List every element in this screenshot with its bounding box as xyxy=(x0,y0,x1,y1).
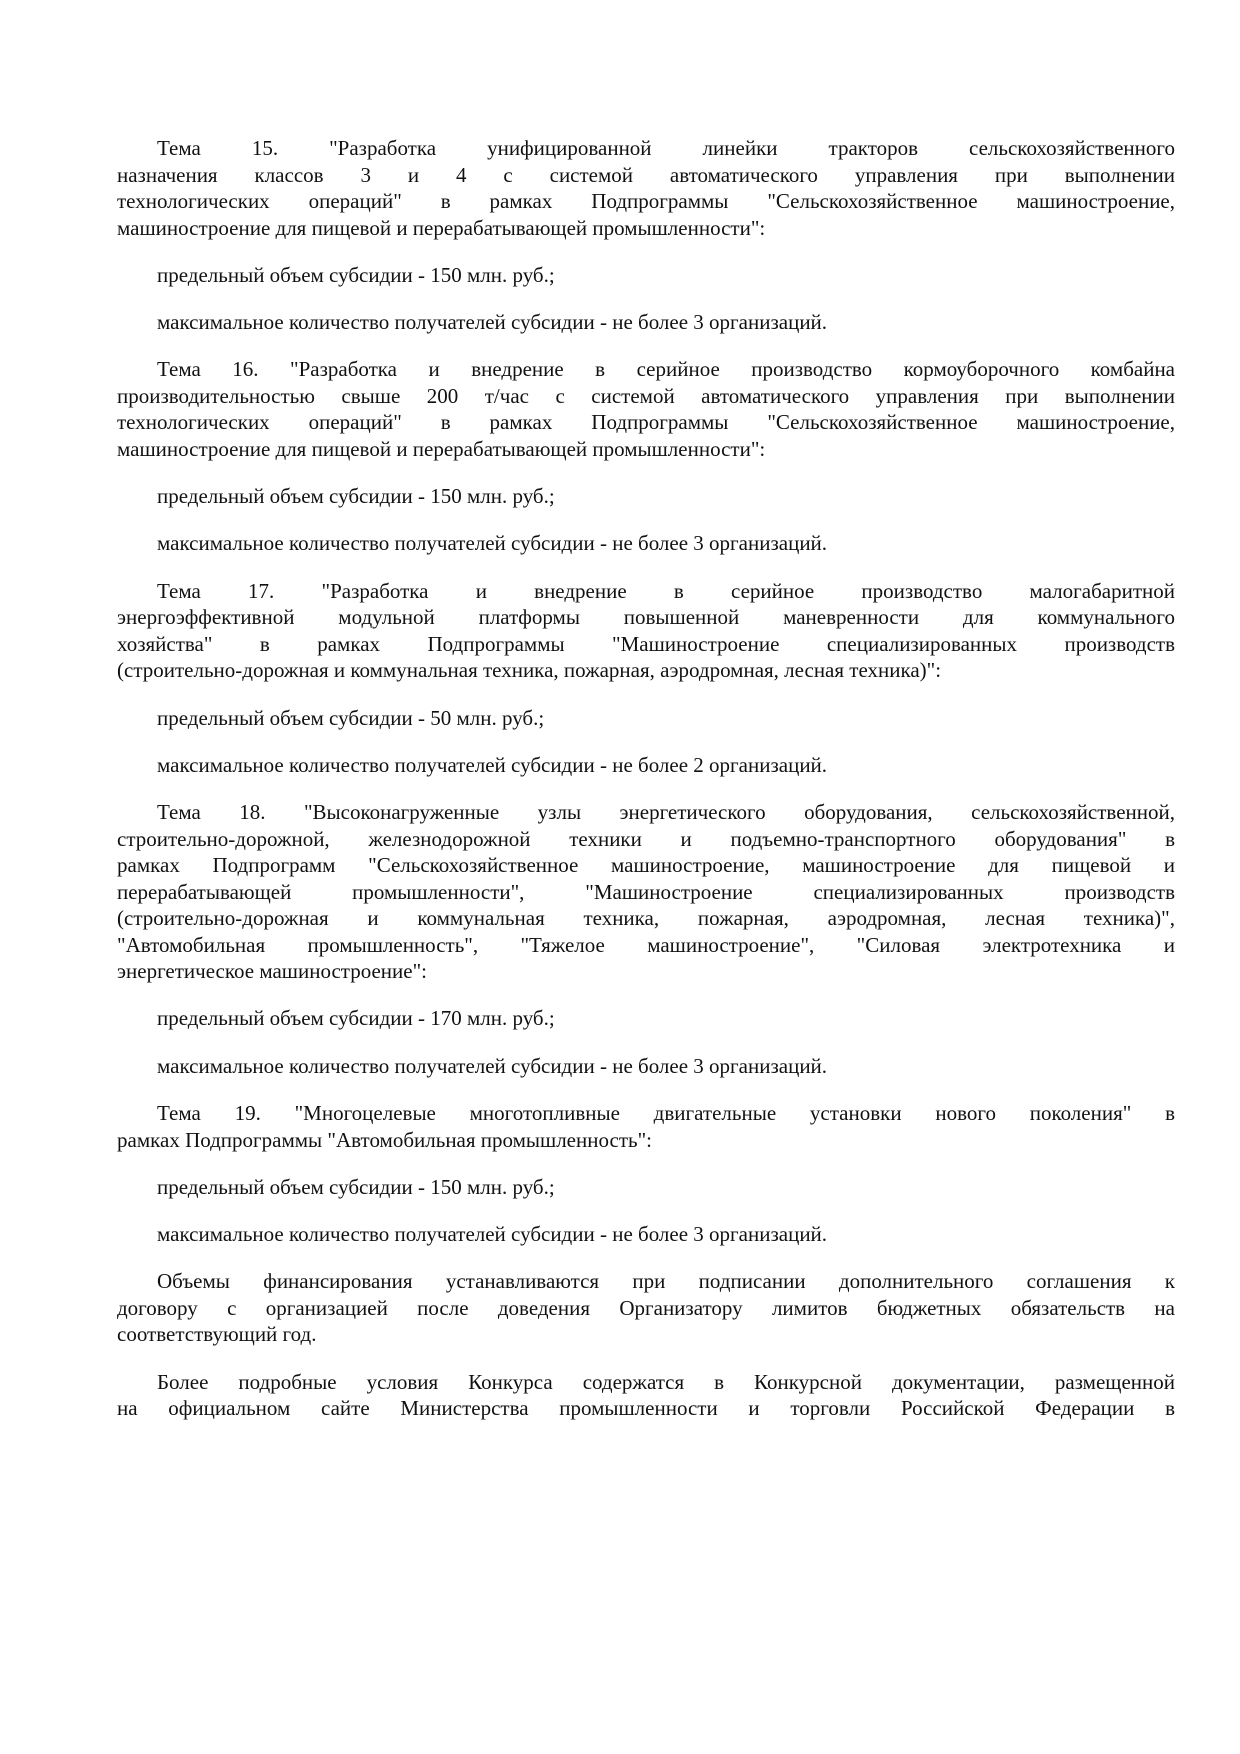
text-line: машиностроение для пищевой и перерабатывающей промышленности": xyxy=(117,436,766,461)
text-line: предельный объем субсидии - 50 млн. руб.; xyxy=(157,705,545,730)
paragraph xyxy=(117,1174,1175,1201)
text-line: максимальное количество получателей субсидии - не более 3 организаций. xyxy=(157,310,828,335)
text-line: Тема 16. "Разработка и внедрение в серийное производство кормоуборочного комбайна xyxy=(157,357,1175,382)
text-line: предельный объем субсидии - 150 млн. руб.; xyxy=(157,262,555,287)
paragraph xyxy=(117,578,1175,684)
text-line: технологических операций" в рамках Подпрограммы "Сельскохозяйственное машиностроение, xyxy=(117,189,1175,213)
text-line: хозяйства" в рамках Подпрограммы "Машиностроение специализированных производств xyxy=(117,631,1175,656)
paragraph xyxy=(117,262,1175,289)
paragraph xyxy=(117,799,1175,985)
paragraph xyxy=(117,1053,1175,1080)
text-line: предельный объем субсидии - 150 млн. руб.; xyxy=(157,1174,555,1199)
paragraph xyxy=(117,1268,1175,1348)
text-line: Тема 17. "Разработка и внедрение в серийное производство малогабаритной xyxy=(157,578,1175,603)
paragraph xyxy=(117,1369,1175,1422)
text-line: максимальное количество получателей субсидии - не более 3 организаций. xyxy=(157,1222,828,1247)
paragraph xyxy=(117,1005,1175,1032)
paragraph xyxy=(117,1100,1175,1153)
text-line: Объемы финансирования устанавливаются при подписании дополнительного соглашения к xyxy=(157,1269,1175,1294)
text-line: энергетическое машиностроение": xyxy=(117,959,428,984)
paragraph xyxy=(117,530,1175,557)
text-line: на официальном сайте Министерства промышленности и торговли Российской Федерации в xyxy=(117,1396,1175,1421)
paragraph xyxy=(117,705,1175,732)
text-line: "Автомобильная промышленность", "Тяжелое машиностроение", "Силовая электротехника и xyxy=(117,932,1175,957)
text-line: предельный объем субсидии - 150 млн. руб.; xyxy=(157,484,555,509)
text-line: максимальное количество получателей субсидии - не более 3 организаций. xyxy=(157,531,828,556)
text-line: энергоэффективной модульной платформы повышенной маневренности для коммунального xyxy=(117,605,1175,630)
text-line: договору с организацией после доведения Организатору лимитов бюджетных обязательств на xyxy=(117,1295,1175,1320)
text-line: рамках Подпрограмм "Сельскохозяйственное машиностроение, машиностроение для пищевой и xyxy=(117,853,1175,878)
text-line: перерабатывающей промышленности", "Машиностроение специализированных производств xyxy=(117,879,1175,904)
paragraph xyxy=(117,356,1175,462)
paragraph xyxy=(117,483,1175,510)
text-line: машиностроение для пищевой и перерабатывающей промышленности": xyxy=(117,215,766,240)
text-line: назначения классов 3 и 4 с системой автоматического управления при выполнении xyxy=(117,162,1175,187)
text-line: строительно-дорожной, железнодорожной техники и подъемно-транспортного оборудования" в xyxy=(117,826,1175,851)
text-line: производительностью свыше 200 т/час с системой автоматического управления при выполнении xyxy=(117,383,1175,408)
text-line: предельный объем субсидии - 170 млн. руб.; xyxy=(157,1006,555,1031)
text-line: соответствующий год. xyxy=(117,1322,317,1347)
text-line: Более подробные условия Конкурса содержатся в Конкурсной документации, размещенной xyxy=(157,1369,1175,1394)
paragraph xyxy=(117,752,1175,779)
text-line: максимальное количество получателей субсидии - не более 3 организаций. xyxy=(157,1053,828,1078)
text-line: рамках Подпрограммы "Автомобильная промышленность": xyxy=(117,1127,652,1152)
paragraph xyxy=(117,135,1175,241)
text-line: Тема 15. "Разработка унифицированной линейки тракторов сельскохозяйственного xyxy=(157,136,1175,160)
text-line: максимальное количество получателей субсидии - не более 2 организаций. xyxy=(157,752,828,777)
paragraph xyxy=(117,309,1175,336)
text-line: (строительно-дорожная и коммунальная техника, пожарная, аэродромная, лесная техника)": xyxy=(117,658,942,683)
text-line: Тема 18. "Высоконагруженные узлы энергетического оборудования, сельскохозяйственной, xyxy=(157,800,1175,825)
text-line: технологических операций" в рамках Подпрограммы "Сельскохозяйственное машиностроение, xyxy=(117,410,1175,435)
text-line: (строительно-дорожная и коммунальная техника, пожарная, аэродромная, лесная техника)", xyxy=(117,906,1175,931)
document-page xyxy=(117,135,1175,1443)
paragraph xyxy=(117,1221,1175,1248)
text-line: Тема 19. "Многоцелевые многотопливные двигательные установки нового поколения" в xyxy=(157,1101,1175,1126)
